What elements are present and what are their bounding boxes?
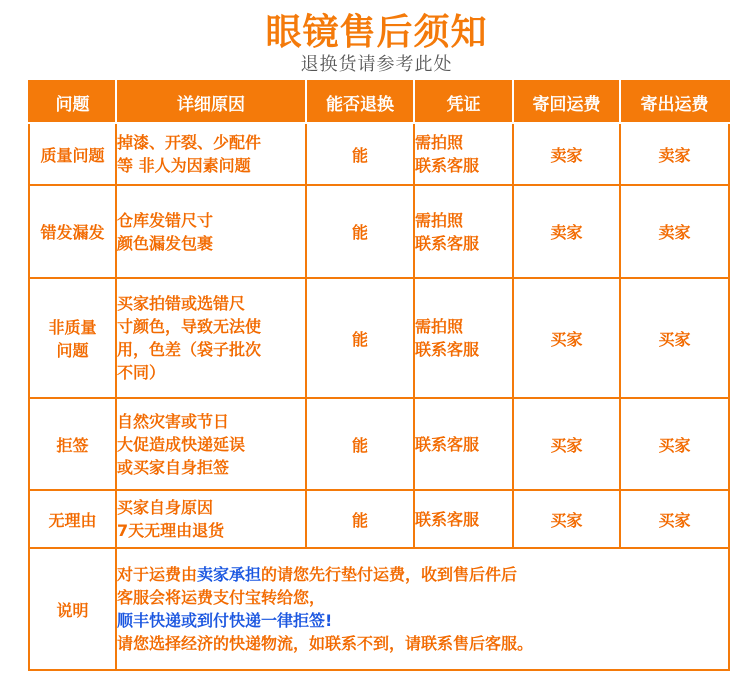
issue-text: 非质量 [48,318,97,337]
issue-cell [29,185,116,278]
return-fee-cell: 买家 [513,490,620,548]
note-line-4: 请您选择经济的快递物流，如联系不到，请联系售后客服。 [117,634,534,653]
note-line-2: 客服会将运费支付宝转给您， [117,588,326,607]
proof-line: 联系客服 [415,434,480,454]
proof-cell [414,185,513,278]
reason-line: 买家拍错或选错尺 [117,294,246,313]
issue-text: 质量问题 [40,145,105,165]
send-fee-cell: 买家 [620,398,729,490]
reason-cell [116,278,306,398]
table-row [29,398,729,490]
can-return-cell: 能 [306,278,414,398]
reason-cell [116,185,306,278]
proof-line: 需拍照 [415,317,464,336]
note-line-1-a: 对于运费由 [117,565,198,584]
note-line-1 [117,563,728,586]
return-fee-cell: 卖家 [513,123,620,185]
reason-line: 自然灾害或节日 [117,411,230,431]
table-row [29,123,729,185]
table-row [29,278,729,398]
reason-line: 颜色漏发包裹 [117,233,214,253]
can-return-cell: 能 [306,490,414,548]
issue-text: 无理由 [48,510,97,530]
return-fee-cell: 卖家 [513,185,620,278]
issue-cell [29,123,116,185]
reason-line: 用，色差（袋子批次 [117,340,262,359]
reason-line: 大促造成快递延误 [117,434,246,454]
issue-cell [29,398,116,490]
reason-cell [116,398,306,490]
issue-cell [29,278,116,398]
issue-text: 问题 [56,341,89,360]
reason-line: 等 非人为因素问题 [117,156,251,175]
proof-line: 联系客服 [415,509,480,529]
return-policy-table [28,80,730,671]
note-line-3: 顺丰快递或到付快递一律拒签! [117,611,333,630]
proof-cell [414,490,513,548]
header-can-return: 能否退换 [306,81,414,123]
header-proof: 凭证 [414,81,513,123]
note-label: 说明 [29,548,116,670]
send-fee-cell: 卖家 [620,185,729,278]
header-issue: 问题 [29,81,116,123]
send-fee-cell: 买家 [620,490,729,548]
header-return-fee: 寄回运费 [513,81,620,123]
proof-line: 联系客服 [415,156,480,175]
reason-cell [116,490,306,548]
return-fee-cell: 买家 [513,278,620,398]
note-line-1-b: 卖家承担 [197,565,262,584]
page-subtitle: 退换货请参考此处 [300,54,453,75]
send-fee-cell: 卖家 [620,123,729,185]
note-text [116,548,729,670]
header-reason: 详细原因 [116,81,306,123]
page-title: 眼镜售后须知 [265,12,488,53]
proof-line: 联系客服 [415,233,480,253]
table-row [29,490,729,548]
issue-text: 拒签 [56,435,89,455]
reason-line: 7天无理由退货 [117,521,225,540]
send-fee-cell: 买家 [620,278,729,398]
note-row [29,548,729,670]
proof-line: 需拍照 [415,210,464,230]
reason-line: 掉漆、开裂、少配件 [117,133,262,152]
return-fee-cell: 买家 [513,398,620,490]
proof-cell [414,278,513,398]
header-send-fee: 寄出运费 [620,81,729,123]
proof-cell [414,123,513,185]
reason-line: 或买家自身拒签 [117,457,230,477]
reason-line: 不同） [117,363,166,382]
reason-line: 仓库发错尺寸 [117,210,214,230]
issue-text: 错发漏发 [40,223,105,242]
proof-cell [414,398,513,490]
reason-line: 寸颜色，导致无法使 [117,317,262,336]
can-return-cell: 能 [306,398,414,490]
note-line-1-c: 的请您先行垫付 [261,565,374,584]
can-return-cell: 能 [306,123,414,185]
reason-line: 买家自身原因 [117,498,214,517]
can-return-cell: 能 [306,185,414,278]
proof-line: 需拍照 [415,133,464,152]
proof-line: 联系客服 [415,340,480,359]
note-line-1-d: 运费，收到售后件后 [373,565,518,584]
issue-cell [29,490,116,548]
table-header-row [29,81,729,123]
table-row [29,185,729,278]
reason-cell [116,123,306,185]
